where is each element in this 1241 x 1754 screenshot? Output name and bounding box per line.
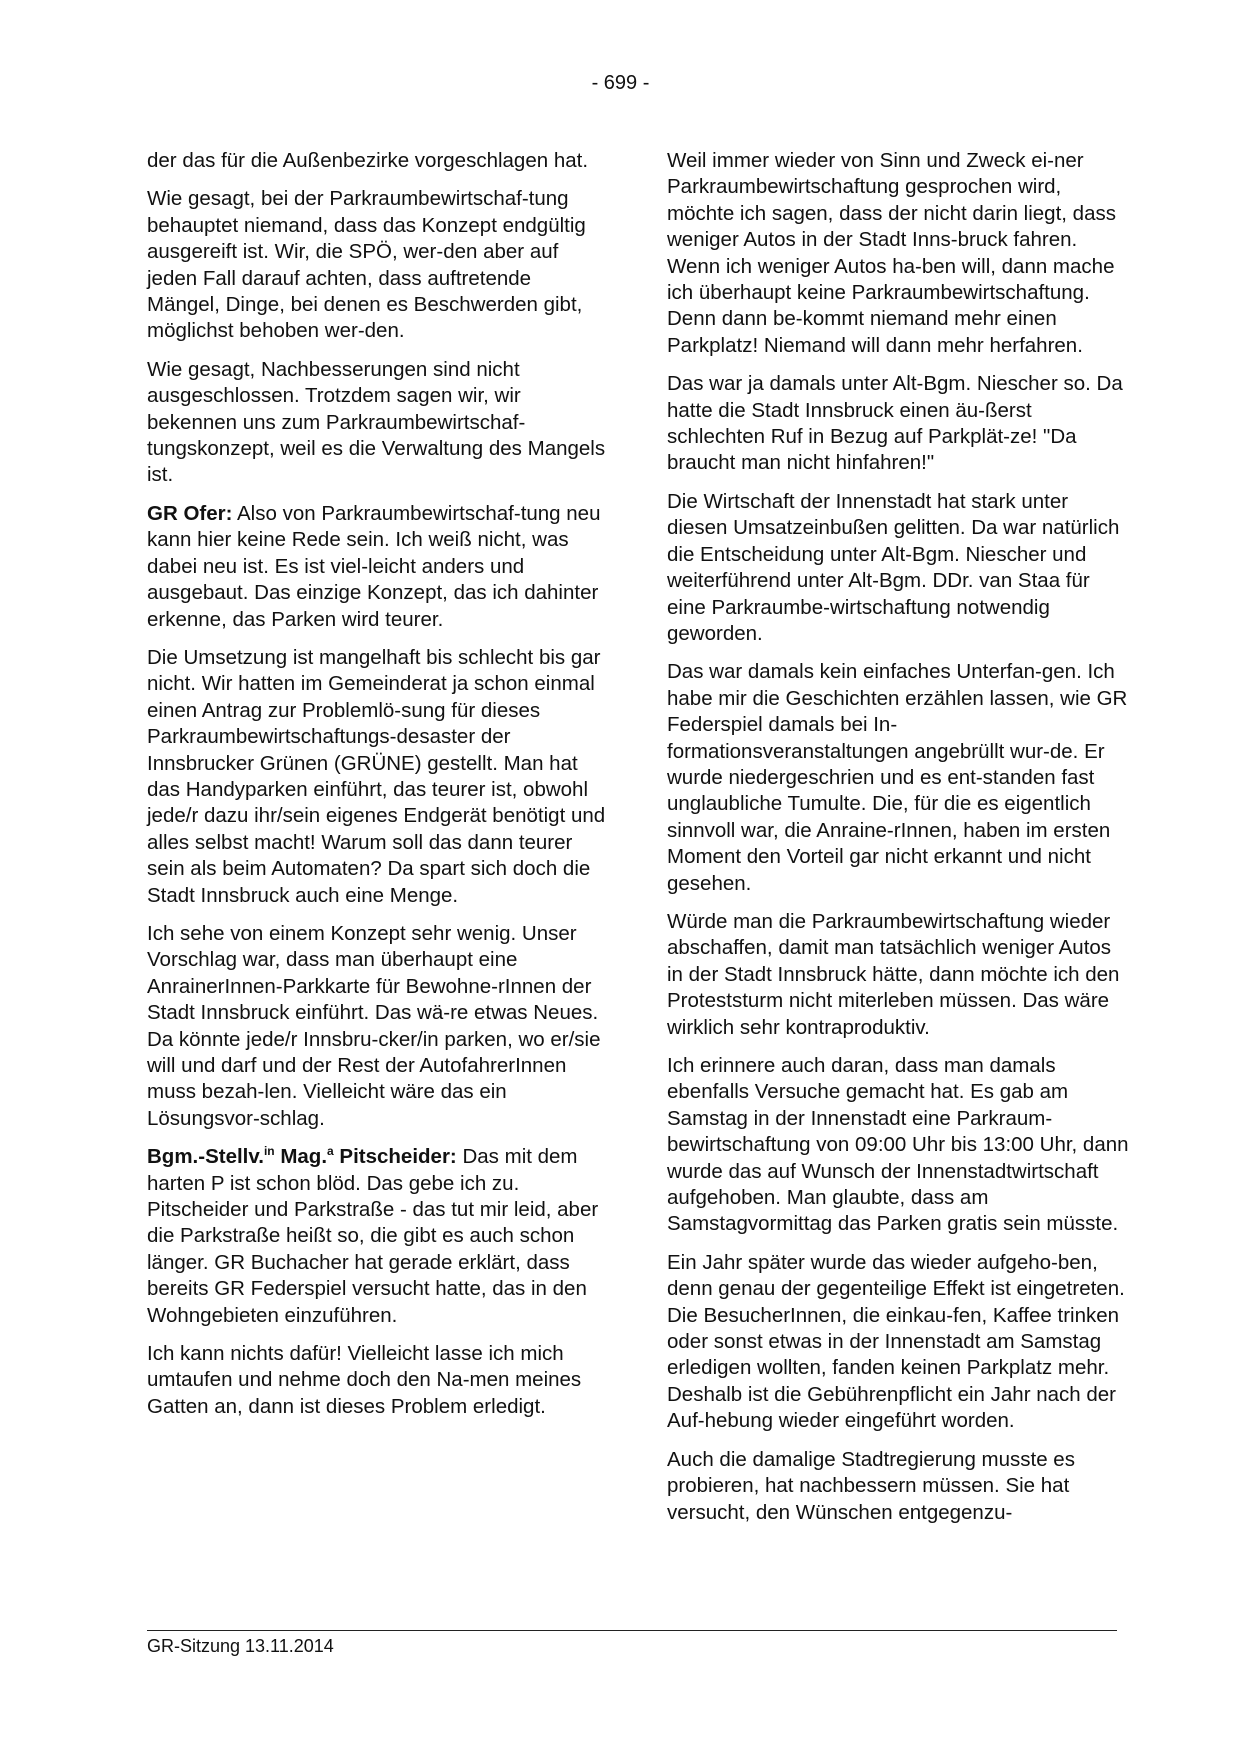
footer-session-date: GR-Sitzung 13.11.2014: [147, 1636, 334, 1656]
paragraph: Das war damals kein einfaches Unterfan-gen. Ich habe mir die Geschichten erzählen lassen, wie GR Federspiel damals bei In-formationsveranstaltungen angebrüllt wur-de. Er wurde niedergeschrien und es ent-standen fast unglaubliche Tumulte. Die, für die es eigentlich sinnvoll war, die Anraine-rInnen, haben im ersten Moment den Vorteil gar nicht erkannt und nicht gesehen.: [667, 660, 1128, 895]
paragraph: Wie gesagt, Nachbesserungen sind nicht ausgeschlossen. Trotzdem sagen wir, wir bekennen uns zum Parkraumbewirtschaf-tungskonzept, weil es die Verwaltung des Mangels ist.: [147, 357, 606, 487]
paragraph: Ich kann nichts dafür! Vielleicht lasse ich mich umtaufen und nehme doch den Na-men meines Gatten an, dann ist dieses Problem erledigt.: [147, 1342, 582, 1418]
paragraph: der das für die Außenbezirke vorgeschlagen hat.: [147, 149, 589, 172]
paragraph: Die Umsetzung ist mangelhaft bis schlecht bis gar nicht. Wir hatten im Gemeinderat ja schon einmal einen Antrag zur Problemlö-sung für dieses Parkraumbewirtschaftungs-desaster der Innsbrucker Grünen (GRÜNE) gestellt. Man hat das Handyparken einführt, das teurer ist, obwohl jede/r dazu ihr/sein eigenes Endgerät benötigt und alles selbst macht! Warum soll das dann teurer sein als beim Automaten? Da spart sich doch die Stadt Innsbruck auch eine Menge.: [147, 645, 606, 907]
speaker-title: Bgm.-Stellv.: [147, 1145, 264, 1169]
speaker-title-suffix: in: [263, 1144, 275, 1159]
paragraph-speech: [147, 501, 609, 633]
paragraph: Ich erinnere auch daran, dass man damals ebenfalls Versuche gemacht hat. Es gab am Samstag in der Innenstadt eine Parkraum-bewirtschaftung von 09:00 Uhr bis 13:00 Uhr, dann wurde das auf Wunsch der Innenstadtwirtschaft aufgehoben. Man glaubte, dass am Samstagvormittag das Parken gratis sein müsste.: [667, 1054, 1129, 1236]
paragraph: Auch die damalige Stadtregierung musste es probieren, hat nachbessern müssen. Sie hat versucht, den Wünschen entgegenzu-: [667, 1447, 1075, 1524]
speech-text: Das mit dem harten P ist schon blöd. Das gebe ich zu. Pitscheider und Parkstraße - das tut mir leid, aber die Parkstraße heißt so, die gibt es auch schon länger. GR Buchacher hat gerade erklärt, dass bereits GR Federspiel versucht hatte, das in den Wohngebieten einzuführen.: [147, 1145, 599, 1327]
speaker-surname: Pitscheider:: [333, 1145, 457, 1169]
paragraph: Ich sehe von einem Konzept sehr wenig. Unser Vorschlag war, dass man überhaupt eine AnrainerInnen-Parkkarte für Bewohne-rInnen der Stadt Innsbruck einführt. Das wä-re etwas Neues. Da könnte jede/r Innsbru-cker/in parken, wo er/sie will und darf und der Rest der AutofahrerInnen muss bezah-len. Vielleicht wäre das ein Lösungsvor-schlag.: [147, 921, 601, 1130]
paragraph-speech: [147, 1144, 609, 1329]
paragraph: Das war ja damals unter Alt-Bgm. Niescher so. Da hatte die Stadt Innsbruck einen äu-ßerst schlechten Ruf in Bezug auf Parkplät-ze! "Da braucht man nicht hinfahren!": [667, 372, 1123, 475]
speaker-name: GR Ofer:: [147, 501, 233, 525]
footer-divider: [147, 1630, 1117, 1631]
paragraph: Würde man die Parkraumbewirtschaftung wieder abschaffen, damit man tatsächlich weniger Autos in der Stadt Innsbruck hätte, dann möchte ich den Proteststurm nicht miterleben müssen. Das wäre wirklich sehr kontraproduktiv.: [667, 909, 1120, 1039]
speech-text: Also von Parkraumbewirtschaf-tung neu kann hier keine Rede sein. Ich weiß nicht, was dabei neu ist. Es ist viel-leicht anders und ausgebaut. Das einzige Konzept, das ich dahinter erkenne, das Parken wird teurer.: [147, 501, 601, 631]
speaker-degree: Mag.: [274, 1145, 328, 1169]
page-number: - 699 -: [591, 72, 650, 94]
left-column: [147, 148, 609, 1432]
paragraph: Weil immer wieder von Sinn und Zweck ei-ner Parkraumbewirtschaftung gesprochen wird, möchte ich sagen, dass der nicht darin liegt, dass weniger Autos in der Stadt Inns-bruck fahren. Wenn ich weniger Autos ha-ben will, dann mache ich überhaupt keine Parkraumbewirtschaftung. Denn dann be-kommt niemand mehr einen Parkplatz! Niemand will dann mehr herfahren.: [667, 149, 1116, 357]
speaker-degree-suffix: a: [327, 1144, 334, 1159]
right-column: [667, 148, 1129, 1538]
paragraph: Die Wirtschaft der Innenstadt hat stark unter diesen Umsatzeinbußen gelitten. Da war natürlich die Entscheidung unter Alt-Bgm. Niescher und weiterführend unter Alt-Bgm. DDr. van Staa für eine Parkraumbe-wirtschaftung notwendig geworden.: [667, 489, 1120, 645]
paragraph: Ein Jahr später wurde das wieder aufgeho-ben, denn genau der gegenteilige Effekt ist eingetreten. Die BesucherInnen, die einkau-fen, Kaffee trinken oder sonst etwas in der Innenstadt am Samstag erledigen wollten, fanden keinen Parkplatz mehr. Deshalb ist die Gebührenpflicht ein Jahr nach der Auf-hebung wieder eingeführt worden.: [667, 1250, 1125, 1433]
speaker-name: [147, 1145, 457, 1168]
paragraph: Wie gesagt, bei der Parkraumbewirtschaf-tung behauptet niemand, dass das Konzept endgültig ausgereift ist. Wir, die SPÖ, wer-den aber auf jeden Fall darauf achten, dass auftretende Mängel, Dinge, bei denen es Beschwerden gibt, möglichst behoben wer-den.: [147, 187, 586, 343]
